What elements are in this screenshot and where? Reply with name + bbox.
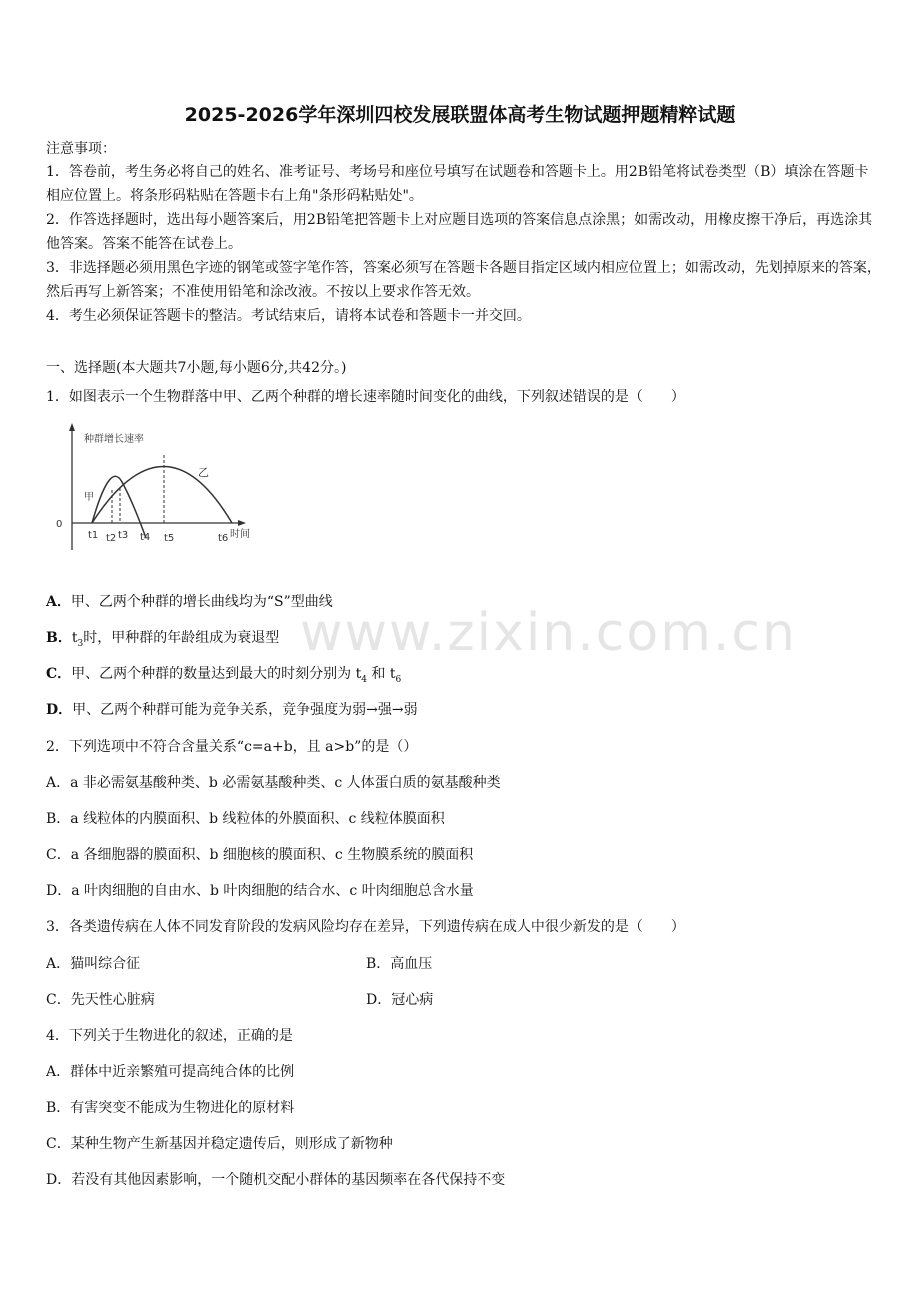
question-2-stem: 2．下列选项中不符合含量关系“c=a+b，且 a>b”的是（） (46, 739, 418, 755)
question-3-stem: 3．各类遗传病在人体不同发育阶段的发病风险均存在差异，下列遗传病在成人中很少新发的是（ ） (46, 919, 685, 935)
q1-option-b-pre: t (71, 630, 78, 646)
tick-t4: t4 (140, 532, 151, 543)
label-jia: 甲 (84, 492, 94, 503)
q1-option-c-mid: 和 t (366, 666, 396, 682)
q2-option-a[interactable]: A．a 非必需氨基酸种类、b 必需氨基酸种类、c 人体蛋白质的氨基酸种类 (46, 775, 501, 791)
q1-option-b-label: B． (46, 630, 72, 646)
q1-option-b-sub: 3 (77, 638, 84, 649)
growth-rate-figure (50, 420, 270, 555)
y-axis-arrow-icon (69, 423, 75, 431)
q1-option-a[interactable] (46, 591, 333, 611)
tick-t1: t1 (88, 530, 99, 541)
q2-option-d[interactable]: D．a 叶肉细胞的自由水、b 叶肉细胞的结合水、c 叶肉细胞总含水量 (46, 883, 474, 899)
x-axis-arrow-icon (238, 520, 246, 526)
q1-option-c[interactable] (46, 663, 401, 685)
q4-option-c[interactable]: C．某种生物产生新基因并稳定遗传后，则形成了新物种 (46, 1136, 393, 1152)
tick-t5: t5 (164, 533, 175, 544)
watermark: www.zixin.com.cn (300, 603, 797, 663)
section-heading: 一、选择题(本大题共7小题,每小题6分,共42分。) (46, 360, 347, 376)
q1-option-b-post: 时，甲种群的年龄组成为衰退型 (83, 630, 280, 646)
q1-option-c-sub1: 4 (361, 674, 367, 685)
y-axis-label: 种群增长速率 (84, 434, 144, 445)
q3-option-b[interactable]: B．高血压 (366, 956, 433, 972)
notice-item-3: 3．非选择题必须用黑色字迹的钢笔或签字笔作答，答案必须写在答题卡各题目指定区域内相应位置上；如需改动，先划掉原来的答案，然后再写上新答案；不准使用铅笔和涂改液。不按以上要求作答无效。 (46, 260, 881, 300)
question-4-stem: 4．下列关于生物进化的叙述，正确的是 (46, 1028, 293, 1044)
q1-option-a-text: 甲、乙两个种群的增长曲线均为“S”型曲线 (70, 594, 333, 610)
q1-option-c-sub2: 6 (395, 674, 402, 685)
q1-option-a-label: A． (46, 594, 71, 610)
tick-t2: t2 (106, 533, 117, 544)
curve-jia (92, 476, 146, 538)
q2-option-c[interactable]: C．a 各细胞器的膜面积、b 细胞核的膜面积、c 生物膜系统的膜面积 (46, 847, 474, 863)
x-axis-label: 时间 (230, 529, 250, 540)
q1-option-d-label: D． (46, 702, 73, 718)
label-yi: 乙 (198, 466, 209, 479)
q3-option-d[interactable]: D．冠心病 (366, 992, 434, 1008)
notice-item-1: 1．答卷前，考生务必将自己的姓名、准考证号、考场号和座位号填写在试题卷和答题卡上。用2B铅笔将试卷类型（B）填涂在答题卡相应位置上。将条形码粘贴在答题卡右上角"条形码粘贴处"。 (46, 164, 869, 204)
q1-option-b[interactable] (46, 627, 279, 649)
q1-option-c-pre: 甲、乙两个种群的数量达到最大的时刻分别为 t (71, 666, 362, 682)
q4-option-d[interactable]: D．若没有其他因素影响，一个随机交配小群体的基因频率在各代保持不变 (46, 1172, 506, 1188)
q1-option-d[interactable] (46, 699, 418, 719)
q3-option-a[interactable]: A．猫叫综合征 (46, 956, 141, 972)
curve-yi (92, 467, 232, 524)
tick-t3: t3 (118, 530, 129, 541)
notice-heading: 注意事项： (46, 141, 116, 157)
notice-item-4: 4．考生必须保证答题卡的整洁。考试结束后，请将本试卷和答题卡一并交回。 (46, 308, 531, 324)
question-1-stem: 1．如图表示一个生物群落中甲、乙两个种群的增长速率随时间变化的曲线，下列叙述错误的是（ ） (46, 389, 685, 405)
tick-t6: t6 (218, 533, 229, 544)
q3-option-c[interactable]: C．先天性心脏病 (46, 992, 155, 1008)
q2-option-b[interactable]: B．a 线粒体的内膜面积、b 线粒体的外膜面积、c 线粒体膜面积 (46, 811, 445, 827)
q4-option-b[interactable]: B．有害突变不能成为生物进化的原材料 (46, 1100, 295, 1116)
exam-title: 2025-2026学年深圳四校发展联盟体高考生物试题押题精粹试题 (184, 104, 736, 126)
q1-option-c-label: C． (46, 666, 72, 682)
notice-item-2: 2．作答选择题时，选出每小题答案后，用2B铅笔把答题卡上对应题目选项的答案信息点涂黑；如需改动，用橡皮擦干净后，再选涂其他答案。答案不能答在试卷上。 (46, 212, 873, 252)
q1-option-d-text: 甲、乙两个种群可能为竞争关系，竞争强度为弱→强→弱 (72, 702, 418, 718)
origin-label: 0 (56, 519, 63, 530)
q4-option-a[interactable]: A．群体中近亲繁殖可提高纯合体的比例 (46, 1064, 295, 1080)
